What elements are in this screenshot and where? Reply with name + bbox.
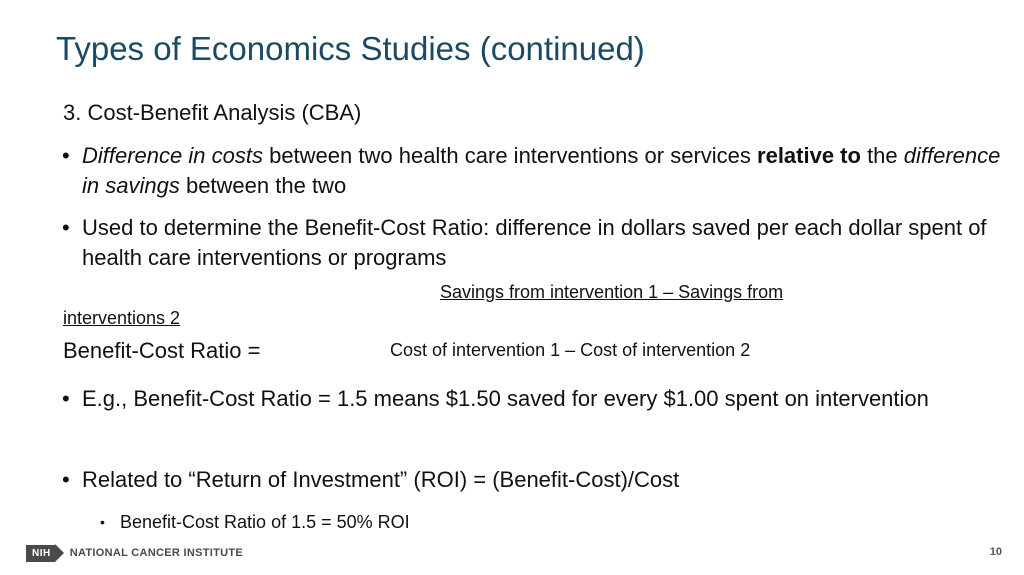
- bullet-2-text: Used to determine the Benefit-Cost Ratio: difference in dollars saved per each dollar spent of health care interventions or programs: [82, 215, 987, 270]
- sub-bullet-text: Benefit-Cost Ratio of 1.5 = 50% ROI: [120, 512, 410, 532]
- formula-numerator-line2: interventions 2: [63, 308, 181, 328]
- bullet-marker: •: [62, 215, 70, 240]
- bullet-marker: •: [62, 467, 70, 492]
- nih-logo-box: NIH: [26, 545, 55, 562]
- bullet-1-part6: between the two: [179, 173, 347, 198]
- bullet-marker: •: [62, 386, 70, 411]
- section-subtitle: 3. Cost-Benefit Analysis (CBA): [63, 100, 362, 125]
- bullet-1-em-costs: Difference in costs: [82, 143, 263, 168]
- formula-label: Benefit-Cost Ratio =: [63, 338, 261, 363]
- org-name: NATIONAL CANCER INSTITUTE: [69, 547, 244, 559]
- bullet-3-text: E.g., Benefit-Cost Ratio = 1.5 means $1.50 saved for every $1.00 spent on intervention: [82, 386, 929, 411]
- bullet-1-part4: the: [860, 143, 904, 168]
- formula-numerator-line1: Savings from intervention 1 – Savings from: [440, 282, 784, 302]
- slide-title: Types of Economics Studies (continued): [56, 30, 645, 67]
- formula-denominator: Cost of intervention 1 – Cost of intervention 2: [390, 340, 751, 360]
- bullet-4-text: Related to “Return of Investment” (ROI) = (Benefit-Cost)/Cost: [82, 467, 680, 492]
- nih-logo: [26, 544, 64, 562]
- nih-logo-arrow: [55, 544, 64, 562]
- bullet-1-em-savings: difference in savings: [82, 143, 1001, 198]
- bullet-1-text: [82, 141, 1012, 201]
- page-number: 10: [989, 546, 1002, 558]
- bullet-1-strong-relative: relative to: [757, 143, 861, 168]
- bullet-marker: •: [62, 143, 70, 168]
- footer: [26, 543, 243, 563]
- bullet-1-part2: between two health care interventions or services: [262, 143, 758, 168]
- sub-bullet-marker: •: [100, 514, 105, 530]
